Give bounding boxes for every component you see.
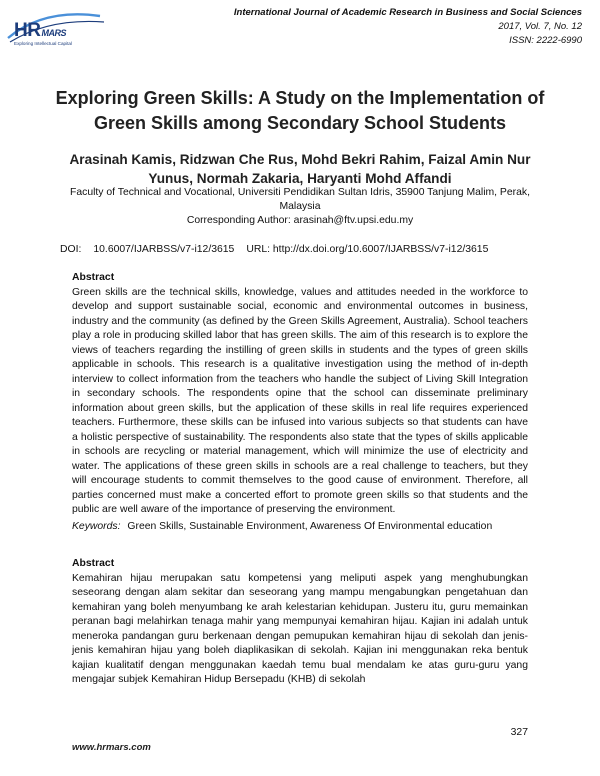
paper-title: Exploring Green Skills: A Study on the Implementation of Green Skills among Secondary School Students <box>55 88 545 133</box>
keywords-label: Keywords: <box>72 520 121 532</box>
abstract-english <box>72 271 528 534</box>
doi-value[interactable]: 10.6007/IJARBSS/v7-i12/3615 <box>93 244 235 255</box>
logo-mars-text: MARS <box>41 28 66 38</box>
abstract-text: Green skills are the technical skills, knowledge, values and attitudes needed in the workforce to develop and support sustainable social, economic and environmental outcomes in business, industry and the community (as defined by the Green Skills Agreement, Australia). School teachers play a role in producing skilled labor that has green skills. The aim of this research is to explore the views of teachers regarding the instilling of green skills in students and the types of green skills applicable in schools. This research is a qualitative investigation using the method of in-depth interview to collect information from the teachers who handle the subject of Living Skill Integration in secondary schools. The respondents opine that the school can disseminate preliminary information about green skills, but the application of these skills in real life requires experienced teachers. Furthermore, these skills can be infused into various subjects so that students can have a holistic perspective of sustainability. The respondents also state that the types of skills applicable in schools are recycling or material management, which will minimize the use of electricity and water. The applications of these green skills in schools are a real challenge to teachers, but they will encourage students to commit themselves to the good cause of environment. Therefore, all parties concerned must make a concerted effort to promote green skills so that students and the public are well aware of the importance of preserving the environment. <box>72 286 528 515</box>
affiliation: Faculty of Technical and Vocational, Universiti Pendidikan Sultan Idris, 35900 Tanjung Malim, Perak, Malaysia <box>70 187 530 212</box>
doi-label: DOI: <box>60 244 82 255</box>
logo-wordmark <box>14 20 66 42</box>
abstract-text-malay: Kemahiran hijau merupakan satu kompetensi yang meliputi aspek yang menghubungkan seseorang dengan alam sekitar dan seseorang yang mampu mengabungkan pengetahuan dan kemahiran yang boleh menyumbang ke arah kelestarian kehidupan. Justeru itu, guru memainkan peranan bagi melahirkan tenaga mahir yang mempunyai kemahiran hijau. Kajian ini adalah untuk meneroka pandangan guru berkenaan dengan pemupukan kemahiran hijau di sekolah dan jenis-jenis kemahiran hijau yang boleh diaplikasikan di sekolah. Kajian ini menggunakan reka bentuk kajian kualitatif dengan menggunakan kaedah temu bual mendalam ke atas guru-guru yang mengajar subjek Kemahiran Hidup Bersepadu (KHB) di sekolah <box>72 572 528 685</box>
logo-tagline: Exploring Intellectual Capital <box>14 41 72 46</box>
journal-volume: 2017, Vol. 7, No. 12 <box>498 21 582 32</box>
journal-issn: ISSN: 2222-6990 <box>509 35 582 46</box>
journal-header <box>234 6 582 48</box>
doi-line <box>60 244 560 255</box>
abstract-heading-malay: Abstract <box>72 558 115 569</box>
logo-hr-text: HR <box>14 20 41 41</box>
page-number: 327 <box>510 727 528 738</box>
paper-authors: Arasinah Kamis, Ridzwan Che Rus, Mohd Bekri Rahim, Faizal Amin Nur Yunus, Normah Zakaria, Haryanti Mohd Affandi <box>69 152 531 186</box>
abstract-heading: Abstract <box>72 272 115 283</box>
hrmars-logo <box>4 8 114 50</box>
url-label: URL: <box>246 244 271 255</box>
keywords-line <box>72 520 528 535</box>
keywords-value: Green Skills, Sustainable Environment, Awareness Of Environmental education <box>127 520 493 532</box>
abstract-malay <box>72 557 528 688</box>
author-affiliation-block <box>60 186 540 228</box>
journal-name: International Journal of Academic Research in Business and Social Sciences <box>233 7 582 18</box>
footer-url[interactable]: www.hrmars.com <box>72 742 151 753</box>
url-link[interactable]: http://dx.doi.org/10.6007/IJARBSS/v7-i12/3615 <box>272 244 489 255</box>
corresponding-author: Corresponding Author: arasinah@ftv.upsi.edu.my <box>186 215 414 226</box>
